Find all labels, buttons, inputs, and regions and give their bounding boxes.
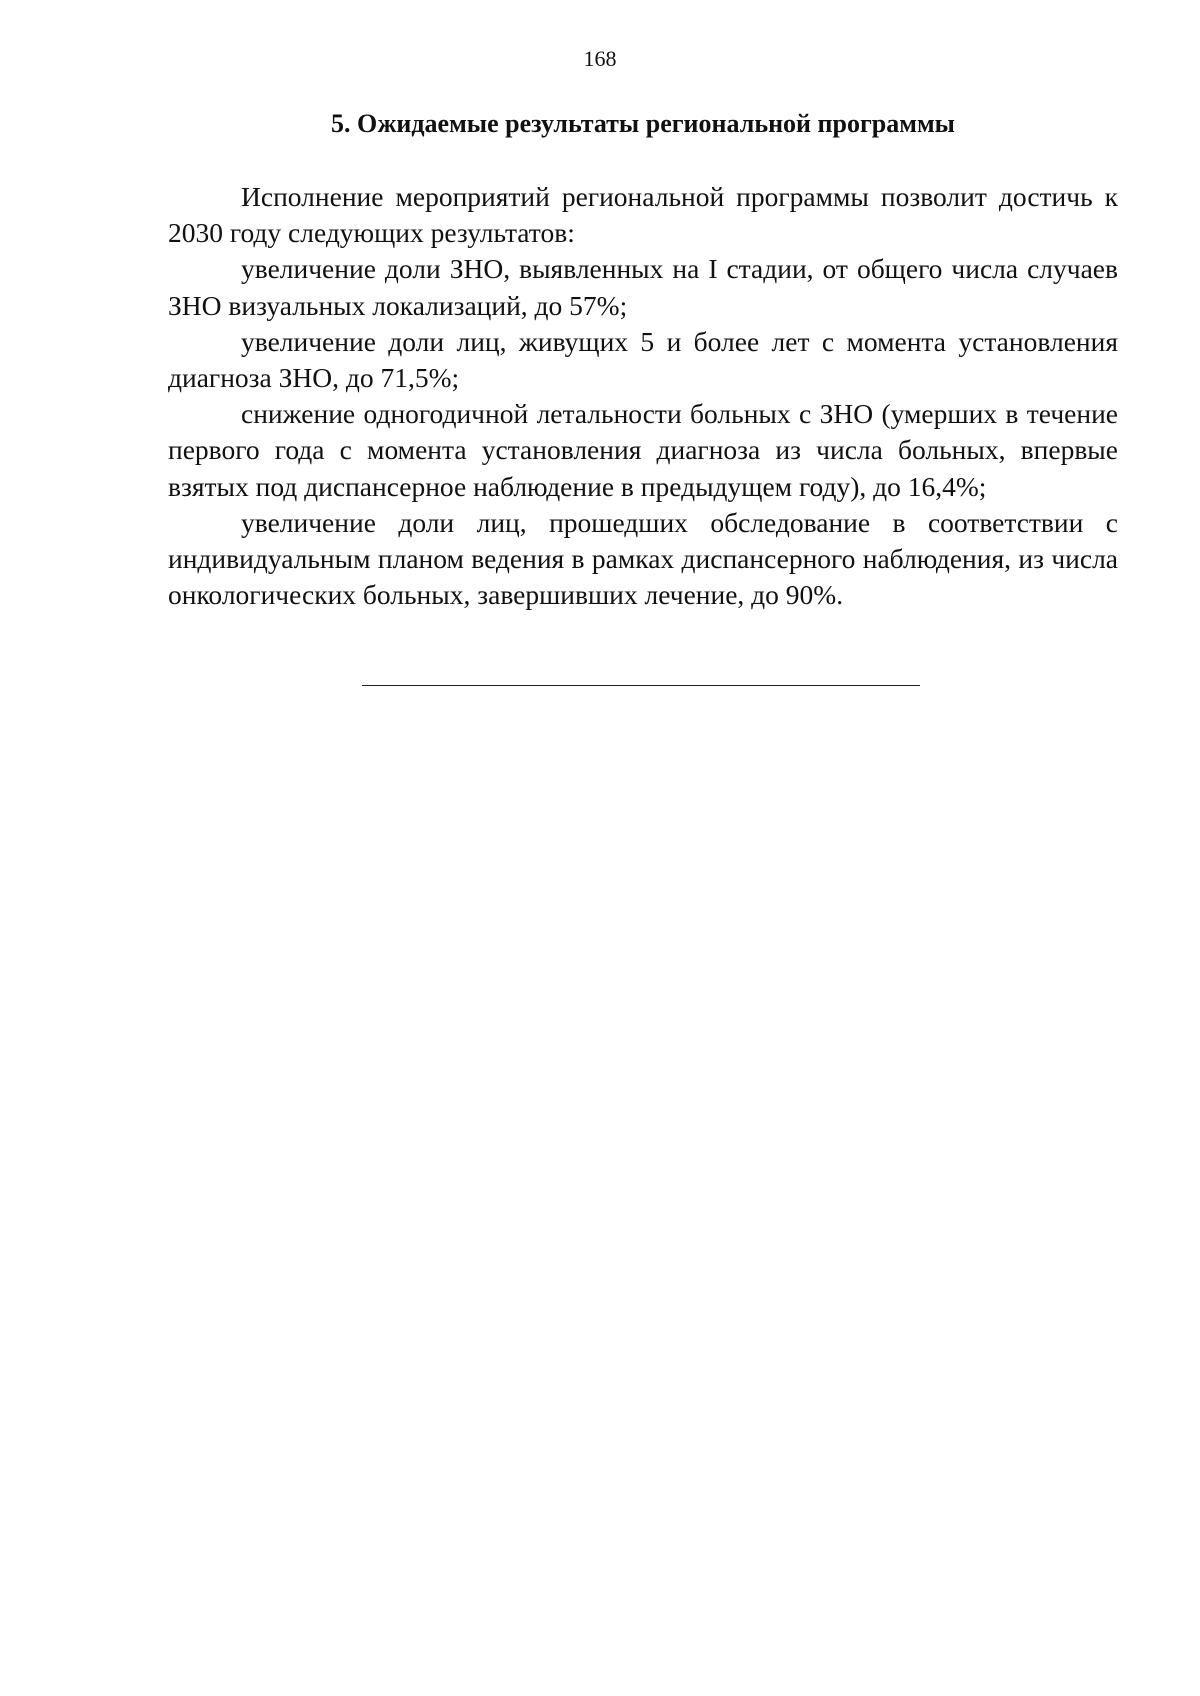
body-text (168, 179, 1118, 613)
paragraph-result-1: увеличение доли ЗНО, выявленных на I стадии, от общего числа случаев ЗНО визуальных локализаций, до 57%; (168, 253, 1118, 321)
page-number: 168 (583, 46, 617, 71)
end-divider-line (362, 685, 920, 686)
paragraph-intro: Исполнение мероприятий региональной программы позволит достичь к 2030 году следующих результатов: (168, 181, 1118, 249)
paragraph-result-2: увеличение доли лиц, живущих 5 и более лет с момента установления диагноза ЗНО, до 71,5%; (168, 325, 1118, 394)
paragraph-result-3: снижение одногодичной летальности больных с ЗНО (умерших в течение первого года с момента установления диагноза из числа больных, впервые взятых под диспансерное наблюдение в предыдущем году), до 16,4%; (168, 398, 1118, 502)
paragraph-result-4: увеличение доли лиц, прошедших обследование в соответствии с индивидуальным планом ведения в рамках диспансерного наблюдения, из числа онкологических больных, завершивших лечение, до 90%. (168, 506, 1118, 611)
section-title: 5. Ожидаемые результаты региональной программы (331, 109, 955, 138)
